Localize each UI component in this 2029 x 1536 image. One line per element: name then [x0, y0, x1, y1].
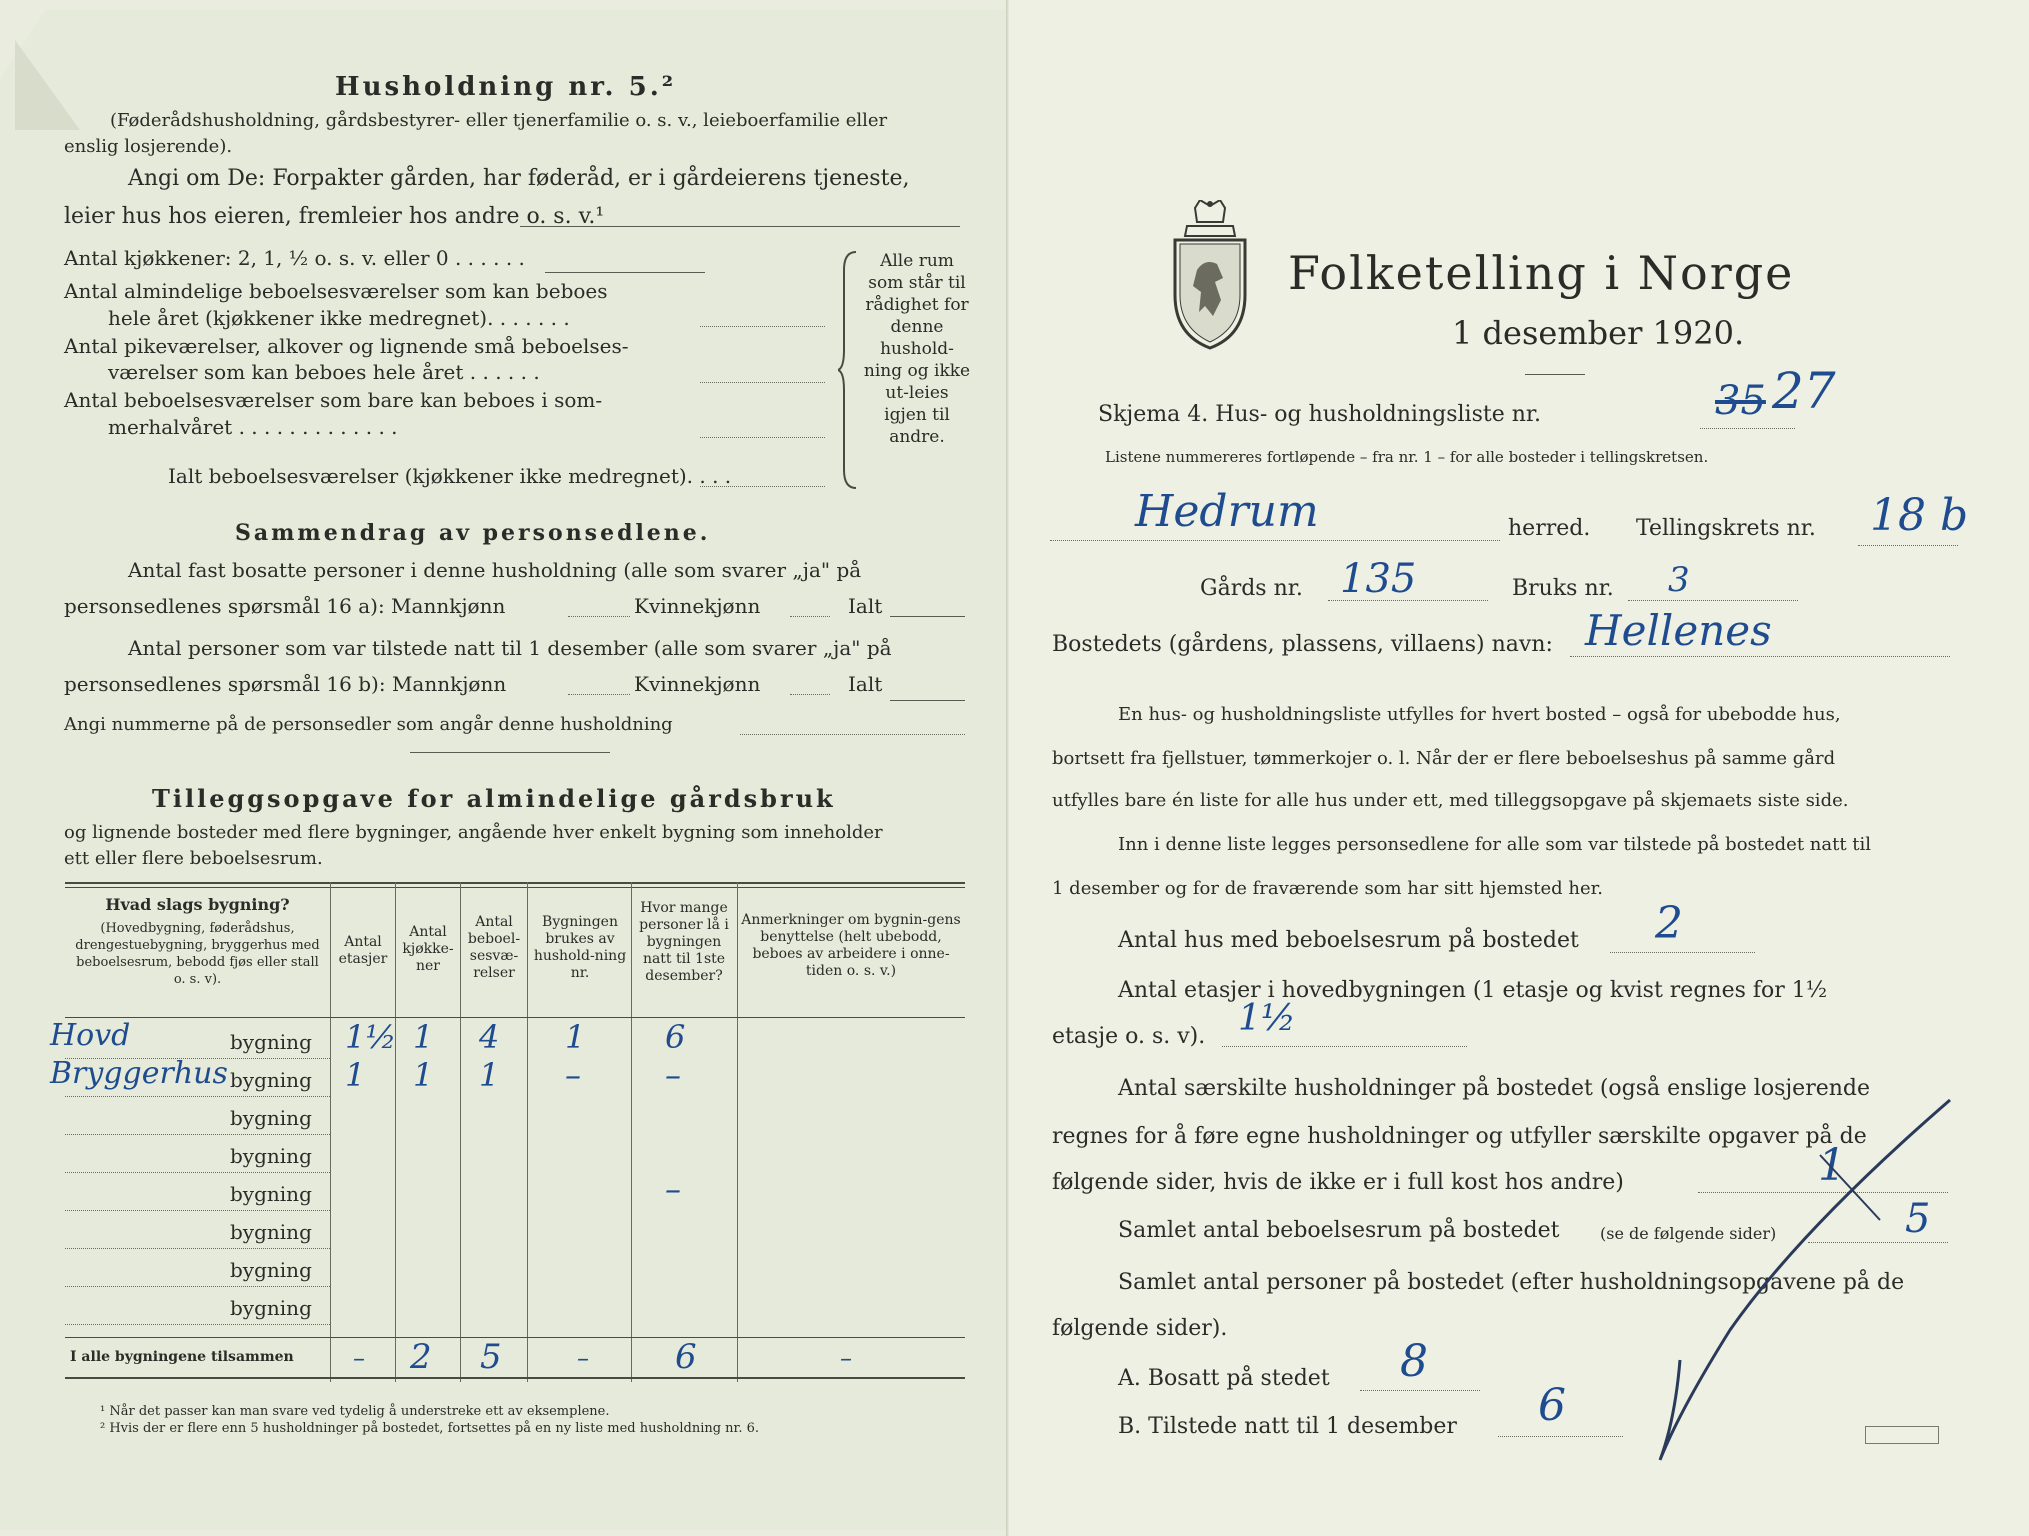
cell-vaerelser: 4: [479, 1018, 500, 1056]
samlet-pers-line2: følgende sider).: [1052, 1316, 1228, 1341]
cell-personer: 6: [665, 1018, 686, 1056]
saerskilte-value: 1: [1818, 1140, 1846, 1191]
saerskilte-line2: regnes for å føre egne husholdninger og utfyller særskilte opgaver på de: [1052, 1124, 1867, 1149]
row-bygning-label: bygning: [230, 1144, 312, 1168]
hdr-brukes: Bygningen brukes av hushold-ning nr.: [533, 914, 627, 981]
tilstede-label: B. Tilstede natt til 1 desember: [1118, 1414, 1457, 1439]
listene-note: Listene nummereres fortløpende – fra nr. 1 – for alle bosteder i tellingskretsen.: [1105, 448, 1709, 466]
fast-kvinne-line: [790, 616, 830, 617]
rooms-somm-line2: merhalvåret . . . . . . . . . . . . .: [108, 415, 398, 439]
sammendrag-tilstede-line2: personsedlenes spørsmål 16 b): Mannkjønn: [64, 672, 507, 696]
rooms-alm-line1: Antal almindelige beboelsesværelser som kan beboes: [64, 279, 608, 303]
building-type: Bryggerhus: [50, 1056, 228, 1091]
total-kjokkener: 2: [410, 1337, 432, 1377]
norway-coat-of-arms: [1165, 200, 1255, 350]
building-table: [50, 882, 965, 1382]
etasjer-answer-line: [1222, 1046, 1467, 1047]
row-dotted-line: [65, 1096, 330, 1097]
bostedets-value: Hellenes: [1585, 606, 1772, 655]
table-row: [50, 1056, 965, 1100]
intro-paren-line1: (Føderådshusholdning, gårdsbestyrer- eller tjenerfamilie o. s. v., leieboerfamilie eller: [110, 110, 888, 131]
tillegg-sub-line1: og lignende bosteder med flere bygninger, angående hver enkelt bygning som inneholder: [64, 822, 883, 843]
intro-paren-line2: enslig losjerende).: [64, 136, 233, 157]
row-bygning-label: bygning: [230, 1068, 312, 1092]
hdr-etasjer: Antal etasjer: [338, 934, 388, 967]
total-hushold: –: [577, 1344, 589, 1372]
total-vaerelser: 5: [480, 1337, 502, 1377]
table-row: [65, 1214, 965, 1252]
tilstede-kvinne-label: Kvinnekjønn: [634, 672, 761, 696]
cell-vaerelser: 1: [479, 1056, 500, 1094]
tilstede-line: [1498, 1436, 1623, 1437]
gards-line: [1328, 600, 1488, 601]
tilstede-ialt-label: Ialt: [848, 672, 883, 696]
bruks-value: 3: [1668, 560, 1690, 600]
title-rule: [1525, 374, 1585, 375]
footnote-2: ² Hvis der er flere enn 5 husholdninger på bostedet, fortsettes på en ny liste med husholdning nr. 6.: [100, 1421, 760, 1436]
gards-label: Gårds nr.: [1200, 576, 1303, 601]
cell-personer: –: [665, 1056, 681, 1094]
tilstede-mann-line: [568, 694, 630, 695]
row-dotted-line: [65, 1248, 330, 1249]
checkmark-strokes: [1620, 1080, 1980, 1480]
antal-hus-label: Antal hus med beboelsesrum på bostedet: [1118, 928, 1579, 953]
antal-hus-line: [1610, 952, 1755, 953]
row-bygning-label: bygning: [230, 1220, 312, 1244]
herred-value: Hedrum: [1135, 486, 1319, 537]
tillegg-sub-line2: ett eller flere beboelsesrum.: [64, 848, 323, 869]
antal-hus-value: 2: [1655, 898, 1683, 949]
table-row: [65, 1290, 965, 1328]
liste-nr-value: 27: [1772, 362, 1836, 420]
samlet-rum-value: 5: [1905, 1196, 1931, 1242]
tellingskrets-value: 18 b: [1870, 490, 1969, 541]
sammendrag-fast-line2: personsedlenes spørsmål 16 a): Mannkjønn: [64, 594, 506, 618]
samlet-pers-line1: Samlet antal personer på bostedet (efter husholdningsopgavene på de: [1118, 1270, 1905, 1295]
para2-line2: 1 desember og for de fraværende som har sitt hjemsted her.: [1052, 878, 1603, 899]
tillegg-title: Tilleggsopgave for almindelige gårdsbruk: [152, 784, 836, 813]
row-bygning-label: bygning: [230, 1182, 312, 1206]
total-anmerk: –: [840, 1344, 852, 1372]
census-title: Folketelling i Norge: [1288, 246, 1795, 300]
angi-nummerne: Angi nummerne på de personsedler som angår denne husholdning: [64, 714, 673, 735]
tilstede-value: 6: [1538, 1380, 1566, 1431]
hdr-personer: Hvor mange personer lå i bygningen natt til 1ste desember?: [639, 900, 729, 984]
sammendrag-fast-line1: Antal fast bosatte personer i denne husholdning (alle som svarer „ja" på: [128, 558, 862, 582]
row-dotted-line: [65, 1286, 330, 1287]
ialt-answer-line: [700, 486, 825, 487]
tilstede-ialt-line: [890, 700, 965, 701]
total-etasjer: –: [353, 1344, 365, 1372]
pike-answer-line: [700, 382, 825, 383]
hdr-beboelses: Antal beboel-sesvæ-relser: [467, 914, 521, 981]
row-bygning-label: bygning: [230, 1106, 312, 1130]
hdr-anmerk: Anmerkninger om bygnin-gens benyttelse (helt ubebodd, beboes av arbeidere i onne-tiden o. s. v.): [741, 912, 961, 979]
table-row: [65, 1100, 965, 1138]
cell-personer: –: [665, 1170, 681, 1208]
nummerne-line: [740, 734, 965, 735]
para2-line1: Inn i denne liste legges personsedlene for alle som var tilstede på bostedet natt til: [1118, 834, 1872, 855]
building-type: Hovd: [50, 1018, 131, 1053]
herred-line: [1050, 540, 1500, 541]
para1-line2: bortsett fra fjellstuer, tømmerkojer o. l. Når der er flere beboelseshus på samme gård: [1052, 748, 1836, 769]
row-dotted-line: [65, 1172, 330, 1173]
row-dotted-line: [65, 1324, 330, 1325]
etasjer-line2: etasje o. s. v).: [1052, 1024, 1206, 1049]
liste-nr-line: [1700, 428, 1795, 429]
cell-etasjer: 1: [345, 1056, 366, 1094]
sammendrag-title: Sammendrag av personsedlene.: [235, 520, 711, 546]
alm-answer-line: [700, 326, 825, 327]
skjema-label: Skjema 4. Hus- og husholdningsliste nr.: [1098, 402, 1541, 427]
cell-kjokkener: 1: [413, 1018, 434, 1056]
somm-answer-line: [700, 437, 825, 438]
saerskilte-line1: Antal særskilte husholdninger på bostedet (også enslige losjerende: [1118, 1076, 1871, 1101]
bostedets-line: [1570, 656, 1950, 657]
row-dotted-line: [65, 1134, 330, 1135]
table-row: [65, 1138, 965, 1176]
fast-ialt-label: Ialt: [848, 594, 883, 618]
rooms-pike-line2: værelser som kan beboes hele året . . . . . .: [108, 360, 540, 384]
liste-nr-struck: 35: [1715, 378, 1766, 424]
etasjer-value: 1½: [1238, 998, 1296, 1039]
rooms-pike-line1: Antal pikeværelser, alkover og lignende små beboelses-: [64, 334, 629, 358]
census-date: 1 desember 1920.: [1452, 314, 1745, 352]
gards-value: 135: [1340, 556, 1417, 602]
rooms-kjokkener: Antal kjøkkener: 2, 1, ½ o. s. v. eller 0 . . . . . .: [64, 246, 525, 270]
household-title: Husholdning nr. 5.²: [335, 72, 677, 102]
angi-answer-line: [520, 226, 960, 227]
hdr-hvad-sub: (Hovedbygning, føderådshus, drengestuebygning, bryggerhus med beboelsesrum, bebodd fjøs eller stall o. s. v).: [75, 921, 320, 987]
rooms-bracket: [838, 250, 860, 490]
angi-line2: leier hus hos eieren, fremleier hos andre o. s. v.¹: [64, 204, 605, 229]
cell-etasjer: 1½: [345, 1018, 397, 1056]
tilstede-kvinne-line: [790, 694, 830, 695]
saerskilte-line3: følgende sider, hvis de ikke er i full kost hos andre): [1052, 1170, 1624, 1195]
row-dotted-line: [65, 1210, 330, 1211]
rooms-ialt: Ialt beboelsesværelser (kjøkkener ikke medregnet). . . .: [168, 464, 732, 488]
hdr-hvad-title: Hvad slags bygning?: [105, 895, 290, 914]
angi-line1: Angi om De: Forpakter gården, har føderåd, er i gårdeierens tjeneste,: [128, 166, 910, 191]
bosatt-label: A. Bosatt på stedet: [1118, 1366, 1330, 1391]
table-row: [65, 1170, 965, 1214]
fast-kvinne-label: Kvinnekjønn: [634, 594, 761, 618]
cell-hushold: –: [565, 1056, 581, 1094]
cell-hushold: 1: [565, 1018, 586, 1056]
bosatt-line: [1360, 1390, 1480, 1391]
footnote-1: ¹ Når det passer kan man svare ved tydelig å understreke ett av eksemplene.: [100, 1404, 610, 1419]
total-personer: 6: [675, 1337, 697, 1377]
bosatt-value: 8: [1400, 1336, 1428, 1387]
para1-line1: En hus- og husholdningsliste utfylles for hvert bosted – også for ubebodde hus,: [1118, 704, 1841, 725]
row-bygning-label: bygning: [230, 1030, 312, 1054]
samlet-rum-note: (se de følgende sider): [1600, 1224, 1777, 1243]
total-label: I alle bygningene tilsammen: [70, 1349, 294, 1365]
sammendrag-tilstede-line1: Antal personer som var tilstede natt til 1 desember (alle som svarer „ja" på: [128, 636, 892, 660]
rooms-bracket-note: Alle rum som står til rådighet for denne hushold-ning og ikke ut-leies igjen til andre.: [863, 251, 971, 447]
fast-mann-line: [568, 616, 630, 617]
row-bygning-label: bygning: [230, 1258, 312, 1282]
printer-stamp: [1865, 1426, 1939, 1444]
samlet-rum-label: Samlet antal beboelsesrum på bostedet: [1118, 1218, 1560, 1243]
bruks-label: Bruks nr.: [1512, 576, 1614, 601]
bostedets-label: Bostedets (gårdens, plassens, villaens) navn:: [1052, 632, 1553, 657]
cell-kjokkener: 1: [413, 1056, 434, 1094]
para1-line3: utfylles bare én liste for alle hus under ett, med tilleggsopgave på skjemaets siste side.: [1052, 790, 1849, 811]
hdr-kjokkener: Antal kjøkke-ner: [402, 924, 454, 974]
tellingskrets-label: Tellingskrets nr.: [1636, 516, 1816, 541]
rooms-alm-line2: hele året (kjøkkener ikke medregnet). . . . . . .: [108, 306, 570, 330]
rooms-somm-line1: Antal beboelsesværelser som bare kan beboes i som-: [64, 388, 603, 412]
bruks-line: [1628, 600, 1798, 601]
kjokkener-answer-line: [545, 272, 705, 273]
etasjer-line1: Antal etasjer i hovedbygningen (1 etasje og kvist regnes for 1½: [1118, 978, 1828, 1003]
table-row: [65, 1252, 965, 1290]
tellingskrets-line: [1858, 545, 1958, 546]
section-divider: [410, 752, 610, 753]
fast-ialt-line: [890, 616, 965, 617]
herred-label: herred.: [1508, 516, 1591, 541]
row-bygning-label: bygning: [230, 1296, 312, 1320]
